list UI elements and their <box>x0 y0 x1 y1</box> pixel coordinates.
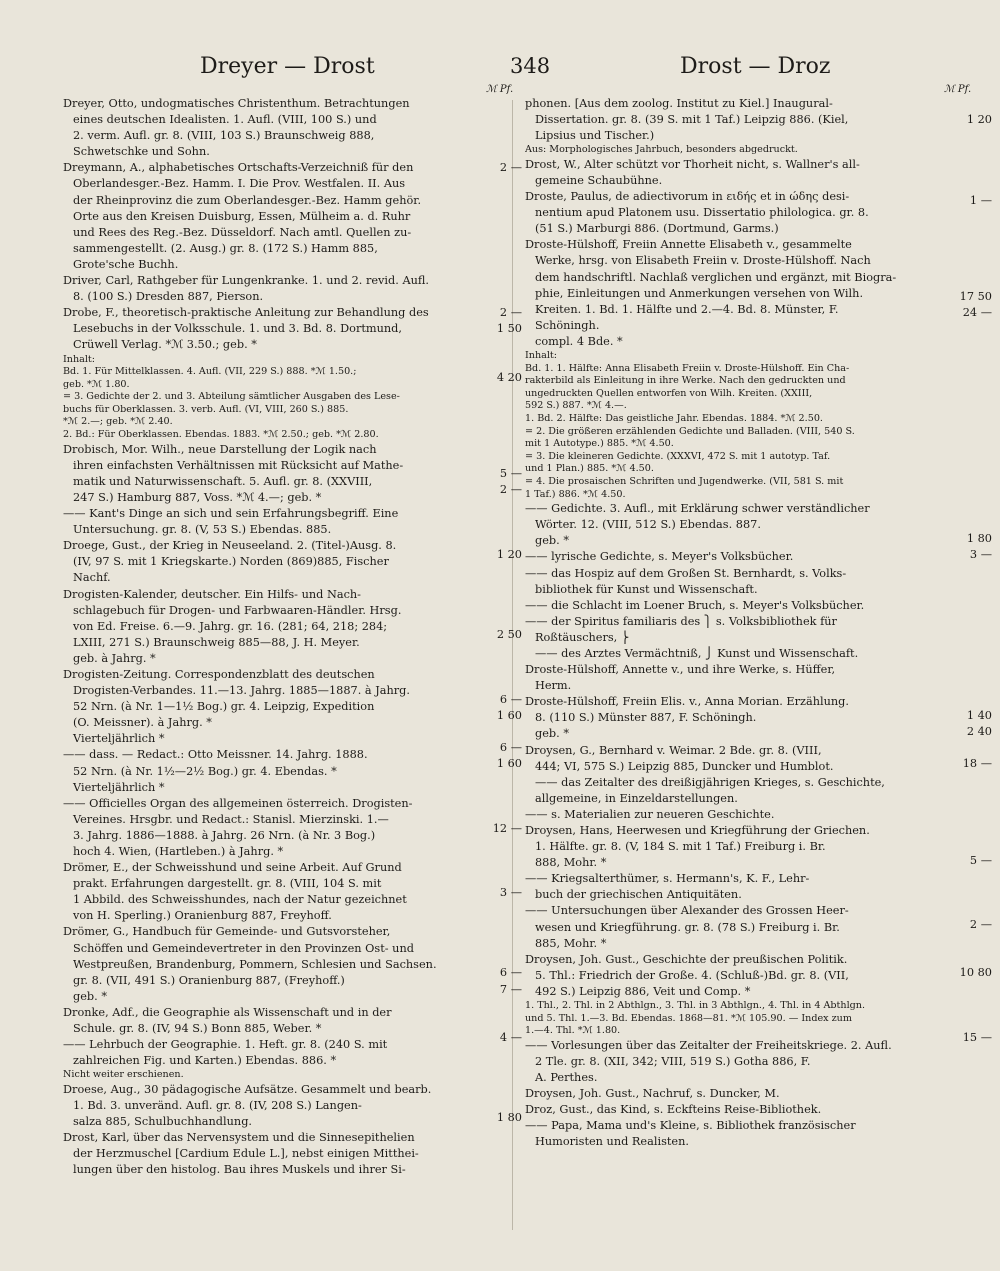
entry-line: —— des Arztes Vermächtniß, ⎭ Kunst und Wissenschaft. <box>535 646 859 660</box>
entry-line: 1 Abbild. des Schweisshundes, nach der Natur gezeichnet <box>73 893 407 907</box>
entry-line: A. Perthes. <box>535 1071 598 1084</box>
price: 1 20 <box>966 113 992 127</box>
bibliography-entry <box>525 662 937 694</box>
price: 1 40 <box>966 708 992 722</box>
entry-line: Drost, Karl, über das Nervensystem und die Sinnesepithelien <box>63 1131 415 1145</box>
entry-line: Bd. 1. 1. Hälfte: Anna Elisabeth Freiin v. Droste-Hülshoff. Ein Cha- <box>525 362 850 374</box>
entry-line: —— das Hospiz auf dem Großen St. Bernhardt, s. Volks- <box>525 566 847 580</box>
header-right: Drost — Droz <box>680 54 831 79</box>
price: 1 60 <box>496 708 522 722</box>
price: 4 20 <box>496 370 522 384</box>
entry-line: Schöningh. <box>535 318 600 332</box>
bibliography-entry <box>63 160 477 273</box>
entry-line: gemeine Schaubühne. <box>535 173 663 187</box>
entry-line: —— s. Materialien zur neueren Geschichte. <box>525 807 775 821</box>
entry-line: Droese, Aug., 30 pädagogische Aufsätze. Gesammelt und bearb. <box>63 1082 432 1096</box>
entry-line: Nicht weiter erschienen. <box>63 1069 184 1081</box>
entry-line: —— der Spiritus familiaris des ⎫ s. Volksbibliothek für <box>525 614 837 628</box>
price: 18 — <box>962 757 992 771</box>
bibliography-entry <box>525 566 937 598</box>
price: 1 — <box>969 193 992 207</box>
entry-line: 8. (100 S.) Dresden 887, Pierson. <box>73 290 264 304</box>
price: 3 — <box>499 885 522 899</box>
currency-heading-left: ℳ Pf. <box>486 84 514 95</box>
entry-line: geb. * <box>535 727 569 741</box>
entry-line: Droste-Hülshoff, Freiin Annette Elisabeth v., gesammelte <box>525 238 852 252</box>
entry-line: 1 Taf.) 886. *ℳ 4.50. <box>525 488 626 500</box>
entry-line: Orte aus den Kreisen Duisburg, Essen, Mülheim a. d. Ruhr <box>73 209 411 223</box>
price: 1 80 <box>966 531 992 545</box>
price: 5 — <box>969 853 992 867</box>
entry-line: sammengestellt. (2. Ausg.) gr. 8. (172 S.) Hamm 885, <box>73 241 378 255</box>
entry-line: hoch 4. Wien, (Hartleben.) à Jahrg. * <box>73 845 284 858</box>
bibliography-entry <box>63 796 477 860</box>
entry-line: Oberlandesger.-Bez. Hamm. I. Die Prov. Westfalen. II. Aus <box>73 177 406 191</box>
entry-line: Drobe, F., theoretisch-praktische Anleitung zur Behandlung des <box>63 306 429 320</box>
price: 1 80 <box>496 1111 522 1125</box>
entry-line: Droege, Gust., der Krieg in Neuseeland. 2. (Titel-)Ausg. 8. <box>63 539 397 553</box>
currency-heading-right: ℳ Pf. <box>944 84 972 95</box>
entry-line: Bd. 1. Für Mittelklassen. 4. Aufl. (VII, 229 S.) 888. *ℳ 1.50.; <box>63 366 357 378</box>
entry-line: *ℳ 2.—; geb. *ℳ 2.40. <box>63 416 173 428</box>
entry-line: phie, Einleitungen und Anmerkungen versehen von Wilh. <box>535 286 864 300</box>
entry-line: Droysen, Joh. Gust., Nachruf, s. Duncker, M. <box>525 1087 780 1101</box>
entry-line: 492 S.) Leipzig 886, Veit und Comp. * <box>535 984 751 998</box>
bibliography-entry <box>63 1082 477 1130</box>
entry-line: schlagebuch für Drogen- und Farbwaaren-Händler. Hrsg. <box>73 603 402 617</box>
entry-line: 1. Hälfte. gr. 8. (V, 184 S. mit 1 Taf.) Freiburg i. Br. <box>535 840 826 854</box>
entry-line: LXIII, 271 S.) Braunschweig 885—88, J. H. Meyer. <box>73 635 360 649</box>
entry-line: geb. * <box>535 534 569 548</box>
bibliography-entry <box>525 1086 937 1102</box>
entry-line: eines deutschen Idealisten. 1. Aufl. (VIII, 100 S.) und <box>73 113 377 127</box>
bibliography-entry <box>525 614 937 662</box>
entry-note <box>63 354 477 442</box>
entry-line: phonen. [Aus dem zoolog. Institut zu Kiel.] Inaugural- <box>525 97 833 110</box>
entry-line: 888, Mohr. * <box>535 856 607 870</box>
entry-line: gr. 8. (VII, 491 S.) Oranienburg 887, (Freyhoff.) <box>73 973 345 987</box>
entry-line: prakt. Erfahrungen dargestellt. gr. 8. (VIII, 104 S. mit <box>73 877 382 891</box>
entry-line: (O. Meissner). à Jahrg. * <box>73 716 212 730</box>
entry-line: = 4. Die prosaischen Schriften und Jugendwerke. (VII, 581 S. mit <box>525 475 844 487</box>
bibliography-entry <box>525 743 937 807</box>
entry-line: Drost, W., Alter schützt vor Thorheit nicht, s. Wallner's all- <box>525 157 860 171</box>
entry-line: 3. Jahrg. 1886—1888. à Jahrg. 26 Nrn. (à Nr. 3 Bog.) <box>73 828 376 842</box>
bibliography-entry <box>525 501 937 549</box>
entry-line: ihren einfachsten Verhältnissen mit Rücksicht auf Mathe- <box>73 458 404 472</box>
entry-line: 2. Bd.: Für Oberklassen. Ebendas. 1883. *ℳ 2.50.; geb. *ℳ 2.80. <box>63 429 379 441</box>
entry-note <box>525 144 937 157</box>
bibliography-entry <box>525 823 937 871</box>
entry-line: Vierteljährlich * <box>73 732 165 746</box>
entry-line: —— dass. — Redact.: Otto Meissner. 14. Jahrg. 1888. <box>63 748 368 762</box>
entry-line: und 1 Plan.) 885. *ℳ 4.50. <box>525 463 654 475</box>
entry-note <box>63 1069 477 1082</box>
entry-line: bibliothek für Kunst und Wissenschaft. <box>535 582 758 596</box>
price: 17 50 <box>959 290 992 304</box>
entry-line: matik und Naturwissenschaft. 5. Aufl. gr. 8. (XXVIII, <box>73 474 373 488</box>
entry-line: 5. Thl.: Friedrich der Große. 4. (Schluß-)Bd. gr. 8. (VII, <box>535 968 849 982</box>
entry-line: rakterbild als Einleitung in ihre Werke. Nach den gedruckten und <box>525 375 846 387</box>
price: 2 — <box>499 306 522 320</box>
entry-line: 444; VI, 575 S.) Leipzig 885, Duncker und Humblot. <box>535 759 834 773</box>
entry-line: Inhalt: <box>525 350 558 361</box>
entry-line: Droysen, Joh. Gust., Geschichte der preußischen Politik. <box>525 952 848 966</box>
price: 2 40 <box>966 724 992 738</box>
entry-line: Vereines. Hrsgbr. und Redact.: Stanisl. Mierzinski. 1.— <box>73 812 389 826</box>
entry-line: von Ed. Freise. 6.—9. Jahrg. gr. 16. (281; 64, 218; 284; <box>73 619 388 633</box>
left-column <box>63 96 477 1178</box>
entry-line: 1. Thl., 2. Thl. in 2 Abthlgn., 3. Thl. in 3 Abthlgn., 4. Thl. in 4 Abthlgn. <box>525 1000 866 1012</box>
entry-line: 8. (110 S.) Münster 887, F. Schöningh. <box>535 711 757 725</box>
bibliography-entry <box>63 1005 477 1037</box>
entry-note <box>525 350 937 501</box>
bibliography-entry <box>525 549 937 565</box>
price: 6 — <box>499 966 522 980</box>
bibliography-entry <box>525 189 937 237</box>
entry-line: —— Kant's Dinge an sich und sein Erfahrungsbegriff. Eine <box>63 507 399 521</box>
entry-line: Dronke, Adf., die Geographie als Wissenschaft und in der <box>63 1005 392 1019</box>
price: 6 — <box>499 692 522 706</box>
entry-line: (51 S.) Marburgi 886. (Dortmund, Garms.) <box>535 222 779 236</box>
bibliography-entry <box>63 667 477 747</box>
entry-line: 1.—4. Thl. *ℳ 1.80. <box>525 1025 621 1037</box>
entry-line: Grote'sche Buchh. <box>73 257 179 271</box>
entry-line: Inhalt: <box>63 353 96 365</box>
entry-line: Herm. <box>535 679 572 693</box>
bibliography-entry <box>63 747 477 795</box>
entry-line: 2. verm. Aufl. gr. 8. (VIII, 103 S.) Braunschweig 888, <box>73 129 375 143</box>
entry-line: buch der griechischen Antiquitäten. <box>535 888 742 902</box>
bibliography-entry <box>525 1038 937 1086</box>
entry-line: nentium apud Platonem usu. Dissertatio philologica. gr. 8. <box>535 206 869 220</box>
bibliography-entry <box>525 903 937 951</box>
entry-line: Untersuchung. gr. 8. (V, 53 S.) Ebendas. 885. <box>73 523 332 537</box>
entry-line: salza 885, Schulbuchhandlung. <box>73 1115 253 1129</box>
entry-line: Aus: Morphologisches Jahrbuch, besonders abgedruckt. <box>525 144 798 156</box>
price: 3 — <box>969 547 992 561</box>
entry-line: Dreyer, Otto, undogmatisches Christenthum. Betrachtungen <box>63 97 410 110</box>
entry-line: 885, Mohr. * <box>535 936 607 950</box>
entry-line: Dissertation. gr. 8. (39 S. mit 1 Taf.) Leipzig 886. (Kiel, <box>535 113 849 127</box>
entry-line: allgemeine, in Einzeldarstellungen. <box>535 791 738 805</box>
entry-line: dem handschriftl. Nachlaß verglichen und ergänzt, mit Biogra- <box>535 270 897 284</box>
entry-line: Lipsius und Tischer.) <box>535 129 655 143</box>
entry-line: —— Gedichte. 3. Aufl., mit Erklärung schwer verständlicher <box>525 502 870 516</box>
entry-line: —— Officielles Organ des allgemeinen österreich. Drogisten- <box>63 796 413 810</box>
entry-line: —— Kriegsalterthümer, s. Hermann's, K. F., Lehr- <box>525 872 810 886</box>
price: 2 50 <box>496 628 522 642</box>
entry-line: Droste-Hülshoff, Freiin Elis. v., Anna Morian. Erzählung. <box>525 695 850 709</box>
price: 2 — <box>499 161 522 175</box>
bibliography-entry <box>525 871 937 903</box>
entry-line: mit 1 Autotype.) 885. *ℳ 4.50. <box>525 438 674 450</box>
entry-line: geb. à Jahrg. * <box>73 651 156 665</box>
entry-line: Wörter. 12. (VIII, 512 S.) Ebendas. 887. <box>535 518 761 532</box>
entry-line: Driver, Carl, Rathgeber für Lungenkranke. 1. und 2. revid. Aufl. <box>63 274 430 288</box>
entry-line: Droysen, G., Bernhard v. Weimar. 2 Bde. gr. 8. (VIII, <box>525 743 822 757</box>
price: 4 — <box>499 1030 522 1044</box>
entry-line: Drobisch, Mor. Wilh., neue Darstellung der Logik nach <box>63 442 377 456</box>
entry-line: —— Vorlesungen über das Zeitalter der Freiheitskriege. 2. Aufl. <box>525 1038 892 1052</box>
entry-line: Nachf. <box>73 571 111 585</box>
entry-line: und Rees des Reg.-Bez. Düsseldorf. Nach amtl. Quellen zu- <box>73 225 412 239</box>
bibliography-entry <box>525 598 937 614</box>
entry-line: zahlreichen Fig. und Karten.) Ebendas. 886. * <box>73 1054 337 1068</box>
bibliography-entry <box>525 952 937 1000</box>
entry-line: —— lyrische Gedichte, s. Meyer's Volksbücher. <box>525 550 794 564</box>
entry-line: und 5. Thl. 1.—3. Bd. Ebendas. 1868—81. *ℳ 105.90. — Index zum <box>525 1012 852 1024</box>
entry-line: 1. Bd. 2. Hälfte: Das geistliche Jahr. Ebendas. 1884. *ℳ 2.50. <box>525 412 823 424</box>
price: 5 — <box>499 467 522 481</box>
price: 12 — <box>492 821 522 835</box>
bibliography-entry <box>63 924 477 1004</box>
bibliography-entry <box>63 506 477 538</box>
bibliography-entry <box>525 694 937 742</box>
entry-line: Droz, Gust., das Kind, s. Eckfteins Reise-Bibliothek. <box>525 1103 822 1117</box>
price: 24 — <box>962 306 992 320</box>
entry-line: —— Lehrbuch der Geographie. 1. Heft. gr. 8. (240 S. mit <box>63 1038 388 1052</box>
entry-line: Drömer, E., der Schweisshund und seine Arbeit. Auf Grund <box>63 861 402 875</box>
entry-line: Droste-Hülshoff, Annette v., und ihre Werke, s. Hüffer, <box>525 663 836 677</box>
entry-line: Droysen, Hans, Heerwesen und Kriegführung der Griechen. <box>525 824 870 837</box>
entry-line: Drogisten-Verbandes. 11.—13. Jahrg. 1885—1887. à Jahrg. <box>73 684 410 698</box>
entry-line: Drogisten-Zeitung. Correspondenzblatt des deutschen <box>63 667 375 681</box>
entry-line: Schwetschke und Sohn. <box>73 145 210 159</box>
bibliography-entry <box>63 442 477 506</box>
bibliography-entry <box>63 538 477 586</box>
entry-line: Crüwell Verlag. *ℳ 3.50.; geb. * <box>73 338 257 352</box>
bibliography-entry <box>63 1037 477 1069</box>
right-column <box>525 96 937 1150</box>
entry-line: —— das Zeitalter des dreißigjährigen Krieges, s. Geschichte, <box>535 775 885 789</box>
entry-line: 52 Nrn. (à Nr. 1½—2½ Bog.) gr. 4. Ebendas. * <box>73 764 337 778</box>
entry-line: Vierteljährlich * <box>73 780 165 794</box>
bibliography-entry <box>525 807 937 823</box>
entry-line: (IV, 97 S. mit 1 Kriegskarte.) Norden (869)885, Fischer <box>73 555 389 569</box>
entry-line: wesen und Kriegführung. gr. 8. (78 S.) Freiburg i. Br. <box>535 920 840 934</box>
entry-line: = 3. Gedichte der 2. und 3. Abteilung sämtlicher Ausgaben des Lese- <box>63 391 400 403</box>
entry-line: geb. *ℳ 1.80. <box>63 378 130 390</box>
entry-line: Westpreußen, Brandenburg, Pommern, Schlesien und Sachsen. <box>73 957 437 971</box>
entry-line: Roßtäuschers, ⎬ <box>535 630 630 644</box>
bibliography-entry <box>63 273 477 305</box>
price: 2 — <box>969 918 992 932</box>
price: 10 80 <box>959 966 992 980</box>
entry-line: 592 S.) 887. *ℳ 4.—. <box>525 400 627 412</box>
entry-line: Schöffen und Gemeindevertreter in den Provinzen Ost- und <box>73 941 414 955</box>
bibliography-entry <box>525 1102 937 1118</box>
entry-line: der Rheinprovinz die zum Oberlandesger.-Bez. Hamm gehör. <box>73 193 422 207</box>
bibliography-entry <box>63 305 477 353</box>
entry-line: lungen über den histolog. Bau ihres Muskels und ihrer Si- <box>73 1163 406 1177</box>
price: 15 — <box>962 1030 992 1044</box>
price: 1 50 <box>496 322 522 336</box>
entry-line: Drogisten-Kalender, deutscher. Ein Hilfs- und Nach- <box>63 587 361 601</box>
bibliography-entry <box>63 587 477 667</box>
entry-line: —— die Schlacht im Loener Bruch, s. Meyer's Volksbücher. <box>525 598 865 612</box>
entry-line: Drömer, G., Handbuch für Gemeinde- und Gutsvorsteher, <box>63 925 391 939</box>
entry-line: = 3. Die kleineren Gedichte. (XXXVI, 472 S. mit 1 autotyp. Taf. <box>525 450 831 462</box>
price: 7 — <box>499 982 522 996</box>
entry-line: ungedruckten Quellen entworfen von Wilh. Kreiten. (XXIII, <box>525 387 813 399</box>
column-divider <box>512 100 513 1230</box>
bibliography-entry <box>63 96 477 160</box>
price: 2 — <box>499 483 522 497</box>
bibliography-entry <box>525 1118 937 1150</box>
entry-line: Humoristen und Realisten. <box>535 1135 689 1149</box>
entry-line: Werke, hrsg. von Elisabeth Freiin v. Droste-Hülshoff. Nach <box>535 254 871 268</box>
bibliography-entry <box>525 157 937 189</box>
entry-line: von H. Sperling.) Oranienburg 887, Freyhoff. <box>73 909 332 923</box>
entry-line: compl. 4 Bde. * <box>535 334 623 348</box>
page-number: 348 <box>510 54 551 78</box>
entry-line: Lesebuchs in der Volksschule. 1. und 3. Bd. 8. Dortmund, <box>73 322 402 336</box>
bibliography-entry <box>63 1130 477 1178</box>
bibliography-entry <box>63 860 477 924</box>
entry-note <box>525 1000 937 1038</box>
entry-line: —— Papa, Mama und's Kleine, s. Bibliothek französischer <box>525 1119 856 1133</box>
price: 1 60 <box>496 757 522 771</box>
entry-line: 52 Nrn. (à Nr. 1—1½ Bog.) gr. 4. Leipzig, Expedition <box>73 700 375 714</box>
bibliography-entry <box>525 237 937 350</box>
entry-line: Dreymann, A., alphabetisches Ortschafts-Verzeichniß für den <box>63 161 414 175</box>
entry-line: = 2. Die größeren erzählenden Gedichte und Balladen. (VIII, 540 S. <box>525 425 855 437</box>
entry-line: 1. Bd. 3. unveränd. Aufl. gr. 8. (IV, 208 S.) Langen- <box>73 1099 362 1112</box>
bibliography-entry <box>525 96 937 144</box>
entry-line: 2 Tle. gr. 8. (XII, 342; VIII, 519 S.) Gotha 886, F. <box>535 1054 811 1068</box>
header-left: Dreyer — Drost <box>200 54 375 79</box>
entry-line: geb. * <box>73 989 107 1003</box>
entry-line: —— Untersuchungen über Alexander des Grossen Heer- <box>525 904 849 918</box>
entry-line: Droste, Paulus, de adiectivorum in ειδής et in ώδης desi- <box>525 190 850 204</box>
entry-line: der Herzmuschel [Cardium Edule L.], nebst einigen Mitthei- <box>73 1147 419 1161</box>
entry-line: Kreiten. 1. Bd. 1. Hälfte und 2.—4. Bd. 8. Münster, F. <box>535 302 839 316</box>
entry-line: 247 S.) Hamburg 887, Voss. *ℳ 4.—; geb. * <box>73 490 322 504</box>
entry-line: buchs für Oberklassen. 3. verb. Aufl. (VI, VIII, 260 S.) 885. <box>63 403 349 415</box>
entry-line: Schule. gr. 8. (IV, 94 S.) Bonn 885, Weber. * <box>73 1022 322 1036</box>
price: 1 20 <box>496 547 522 561</box>
price: 6 — <box>499 741 522 754</box>
